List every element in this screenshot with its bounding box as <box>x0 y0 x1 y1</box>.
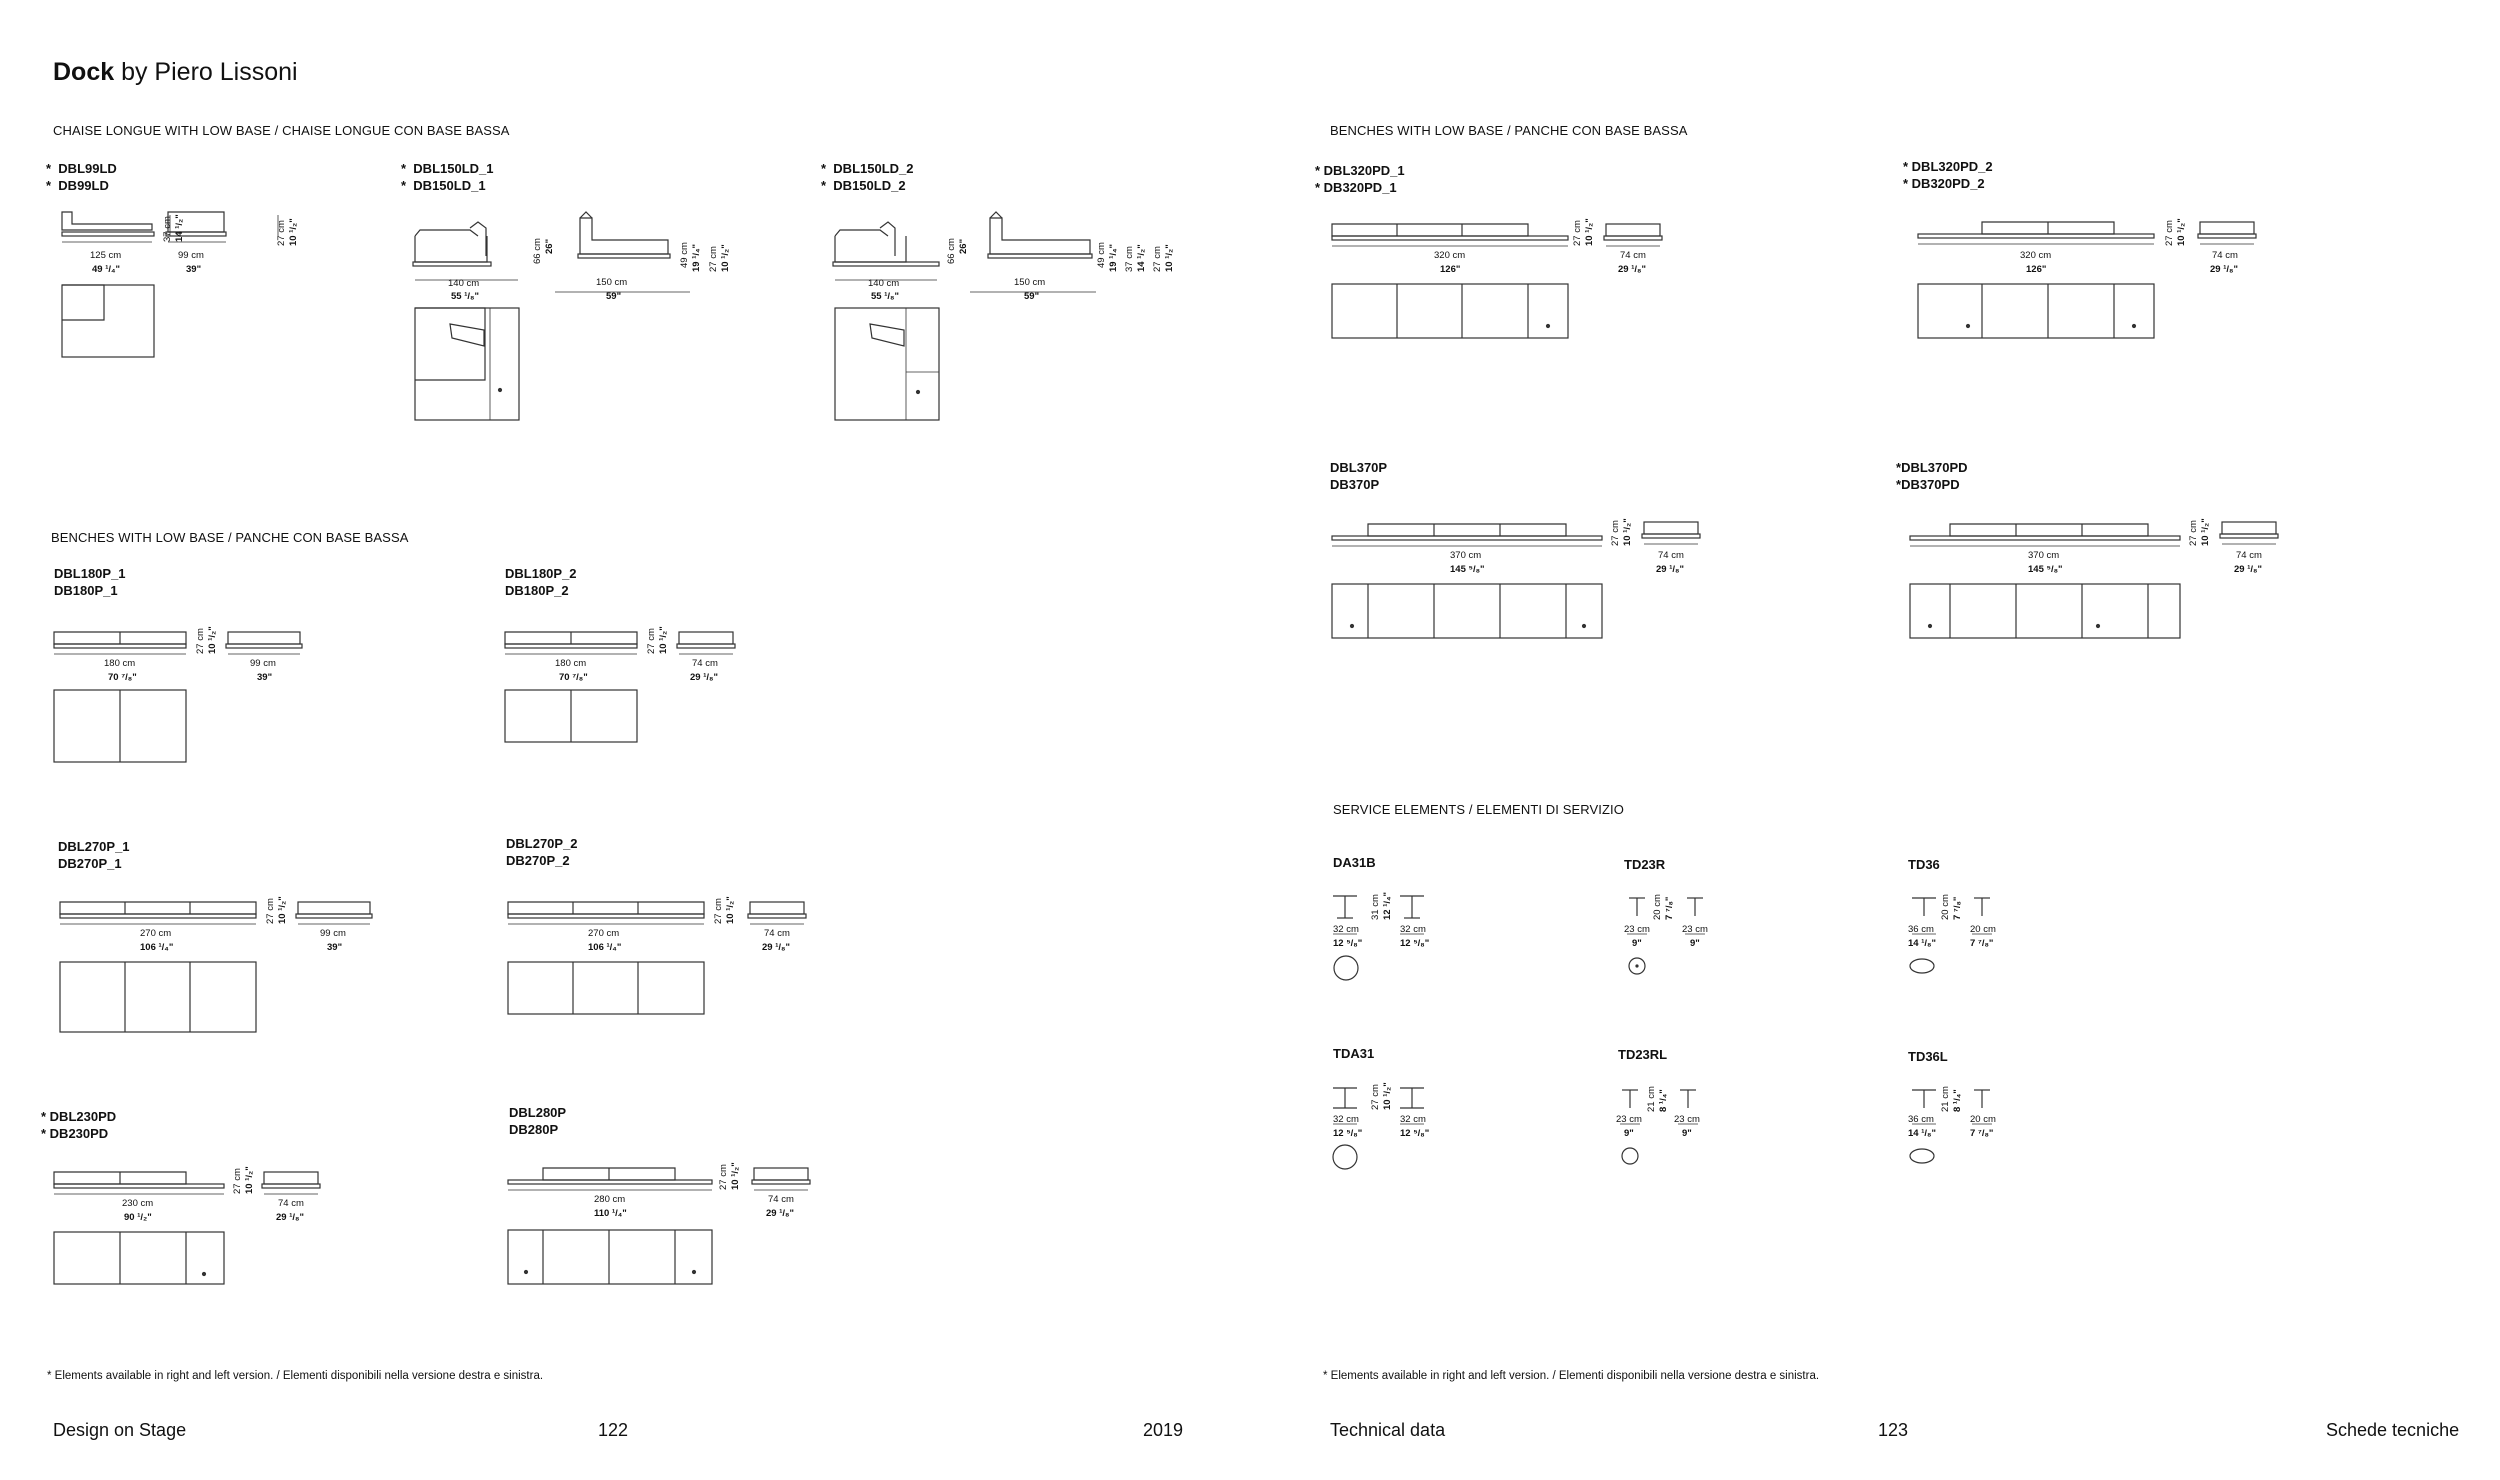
drawing-dbl280p <box>508 1168 810 1284</box>
item-td23r: TD23R <box>1624 857 1666 872</box>
dim-w74-h: 74 cm <box>2236 550 2262 561</box>
drawing-dbl270p-1 <box>60 902 372 1032</box>
item-td36l: TD36L <box>1908 1049 1948 1064</box>
dim-w23in-d: 9" <box>1682 1128 1692 1139</box>
dim-w74-a: 74 cm <box>692 658 718 669</box>
dim-w74in-g: 29 ¹/₈" <box>1656 564 1684 575</box>
dim-h27-l: 27 cm <box>1610 520 1621 546</box>
dim-h21-b: 21 cm <box>1940 1086 1951 1112</box>
dim-h27in-c: 10 ¹/₂" <box>1164 244 1175 272</box>
dim-w36in-a: 14 ¹/₈" <box>1908 938 1936 949</box>
drawing-td36l <box>1910 1090 1992 1163</box>
dim-w23in-b: 9" <box>1690 938 1700 949</box>
footer-right-page-number: 123 <box>1878 1420 1909 1440</box>
dim-h27in-b: 10 ¹/₂" <box>720 244 731 272</box>
dim-w23in-c: 9" <box>1624 1128 1634 1139</box>
dim-h21in-b: 8 ¹/₄" <box>1952 1089 1963 1112</box>
dim-w99in: 39" <box>186 264 202 275</box>
dim-w74-b: 74 cm <box>764 928 790 939</box>
dim-h27in-g: 10 ¹/₂" <box>725 896 736 924</box>
dim-w320in-a: 126" <box>1440 264 1461 275</box>
dim-h37in: 14 ¹/₂" <box>174 214 185 242</box>
dim-h27in-f: 10 ¹/₂" <box>277 896 288 924</box>
dim-h27in-i: 10 ¹/₂" <box>730 1162 741 1190</box>
drawing-td36 <box>1910 898 1992 973</box>
dim-h27in-k: 10 ¹/₂" <box>2176 218 2187 246</box>
dim-h49in-b: 19 ¹/₄" <box>1108 243 1119 272</box>
dim-w74in-h: 29 ¹/₈" <box>2234 564 2262 575</box>
footer-left-page-number: 122 <box>598 1420 629 1440</box>
footer-left-year: 2019 <box>1143 1420 1184 1440</box>
dim-w140in-a: 55 ¹/₈" <box>451 291 479 302</box>
dim-w32-d: 32 cm <box>1400 1114 1426 1125</box>
dim-h66in-a: 26" <box>544 238 555 254</box>
dim-w20in-b: 7 ⁷/₈" <box>1970 1128 1994 1139</box>
dim-h49in-a: 19 ¹/₄" <box>691 243 702 272</box>
dim-h27in-n: 10 ¹/₂" <box>1382 1082 1393 1110</box>
footer-right-label: Technical data <box>1330 1420 1446 1440</box>
dim-w23-a: 23 cm <box>1624 924 1650 935</box>
dim-w74in-f: 29 ¹/₈" <box>2210 264 2238 275</box>
dim-h27-a: 27 cm <box>276 220 287 246</box>
dim-h66in-b: 26" <box>958 238 969 254</box>
dim-w74in-b: 29 ¹/₈" <box>762 942 790 953</box>
dim-h37: 37 cm <box>162 216 173 242</box>
section-chaise-longue: CHAISE LONGUE WITH LOW BASE / CHAISE LONGUE CON BASE BASSA <box>53 123 510 138</box>
dim-w270-a: 270 cm <box>140 928 172 939</box>
dim-w270-b: 270 cm <box>588 928 620 939</box>
dim-w150-b: 150 cm <box>1014 277 1046 288</box>
item-dbl320pd-1: * DBL320PD_1 * DB320PD_1 <box>1315 163 1405 195</box>
footnote-right: * Elements available in right and left version. / Elementi disponibili nella versione destra e sinistra. <box>1323 1370 1820 1382</box>
drawing-dbl180p-2 <box>505 632 735 742</box>
dim-w320-a: 320 cm <box>1434 250 1466 261</box>
dim-w125in: 49 ¹/₄" <box>92 264 121 275</box>
dim-w20in-a: 7 ⁷/₈" <box>1970 938 1994 949</box>
dim-w23-d: 23 cm <box>1674 1114 1700 1125</box>
item-dbl180p-1: DBL180P_1 DB180P_1 <box>54 566 126 598</box>
item-dbl370p: DBL370P DB370P <box>1330 460 1388 492</box>
drawing-dbl270p-2 <box>508 902 806 1014</box>
section-service-elements: SERVICE ELEMENTS / ELEMENTI DI SERVIZIO <box>1333 802 1624 817</box>
dim-w20-a: 20 cm <box>1970 924 1996 935</box>
dim-w74-f: 74 cm <box>2212 250 2238 261</box>
dim-w125: 125 cm <box>90 250 122 261</box>
page-title: Dock by Piero Lissoni <box>53 58 298 86</box>
dim-h27in-d: 10 ¹/₂" <box>207 626 218 654</box>
item-dbl370pd: *DBL370PD *DB370PD <box>1896 460 1968 492</box>
dim-w74-c: 74 cm <box>278 1198 304 1209</box>
dim-w32in-c: 12 ⁵/₈" <box>1333 1128 1363 1139</box>
item-dbl99ld: * DBL99LD * DB99LD <box>46 161 117 193</box>
dim-w23-b: 23 cm <box>1682 924 1708 935</box>
dim-h27-n: 27 cm <box>1370 1084 1381 1110</box>
dim-h27-b: 27 cm <box>708 246 719 272</box>
item-dbl150ld-1: * DBL150LD_1 * DB150LD_1 <box>401 161 494 193</box>
dim-w180in-b: 70 ⁷/₈" <box>559 672 588 683</box>
dim-w74-d: 74 cm <box>768 1194 794 1205</box>
dim-w99: 99 cm <box>178 250 204 261</box>
drawing-dbl370pd <box>1910 522 2278 638</box>
dim-h27-c: 27 cm <box>1152 246 1163 272</box>
dim-w270in-a: 106 ¹/₄" <box>140 942 174 953</box>
dim-h21in-a: 8 ¹/₄" <box>1658 1089 1669 1112</box>
dim-w280in: 110 ¹/₄" <box>594 1208 627 1219</box>
item-td36: TD36 <box>1908 857 1940 872</box>
dim-h27-d: 27 cm <box>195 628 206 654</box>
dim-w150in-a: 59" <box>606 291 622 302</box>
dim-h27-f: 27 cm <box>265 898 276 924</box>
item-td23rl: TD23RL <box>1618 1047 1668 1062</box>
dim-w32in-a: 12 ⁵/₈" <box>1333 938 1363 949</box>
dim-h49-b: 49 cm <box>1096 242 1107 268</box>
dim-w32-a: 32 cm <box>1333 924 1359 935</box>
dim-h27-m: 27 cm <box>2188 520 2199 546</box>
dim-w32-b: 32 cm <box>1400 924 1426 935</box>
dim-h27in-h: 10 ¹/₂" <box>244 1166 255 1194</box>
dim-h37-b: 37 cm <box>1124 246 1135 272</box>
dim-h27in-j: 10 ¹/₂" <box>1584 218 1595 246</box>
item-dbl270p-1: DBL270P_1 DB270P_1 <box>58 839 130 871</box>
dim-w370in-b: 145 ⁵/₈" <box>2028 564 2063 575</box>
dim-h20-a: 20 cm <box>1652 894 1663 920</box>
item-dbl280p: DBL280P DB280P <box>509 1105 567 1137</box>
dim-w74in-e: 29 ¹/₈" <box>1618 264 1646 275</box>
dim-w150in-b: 59" <box>1024 291 1040 302</box>
dim-h37in-b: 14 ¹/₂" <box>1136 244 1147 272</box>
dim-w320-b: 320 cm <box>2020 250 2052 261</box>
section-benches-right: BENCHES WITH LOW BASE / PANCHE CON BASE BASSA <box>1330 123 1688 138</box>
dim-w99in-b: 39" <box>257 672 273 683</box>
dim-h27-g: 27 cm <box>713 898 724 924</box>
dim-h27-h: 27 cm <box>232 1168 243 1194</box>
dim-h20in-b: 7 ⁷/₈" <box>1952 896 1963 920</box>
item-da31b: DA31B <box>1333 855 1376 870</box>
dim-w370in-a: 145 ⁵/₈" <box>1450 564 1485 575</box>
dim-h27-i: 27 cm <box>718 1164 729 1190</box>
dim-w140-b: 140 cm <box>868 278 900 289</box>
item-dbl270p-2: DBL270P_2 DB270P_2 <box>506 836 578 868</box>
dim-w230: 230 cm <box>122 1198 154 1209</box>
dim-h20in-a: 7 ⁷/₈" <box>1664 896 1675 920</box>
dim-w32in-d: 12 ⁵/₈" <box>1400 1128 1430 1139</box>
drawing-dbl320pd-2 <box>1918 222 2256 338</box>
dim-w20-b: 20 cm <box>1970 1114 1996 1125</box>
dim-w180in-a: 70 ⁷/₈" <box>108 672 137 683</box>
dim-w74in-a: 29 ¹/₈" <box>690 672 718 683</box>
item-dbl150ld-2: * DBL150LD_2 * DB150LD_2 <box>821 161 914 193</box>
dim-w370-a: 370 cm <box>1450 550 1482 561</box>
dim-w99in-c: 39" <box>327 942 343 953</box>
item-dbl180p-2: DBL180P_2 DB180P_2 <box>505 566 577 598</box>
dim-h27in-l: 10 ¹/₂" <box>1622 518 1633 546</box>
section-benches-left: BENCHES WITH LOW BASE / PANCHE CON BASE BASSA <box>51 530 409 545</box>
dim-w74in-c: 29 ¹/₈" <box>276 1212 304 1223</box>
dim-w180-a: 180 cm <box>104 658 136 669</box>
item-tda31: TDA31 <box>1333 1046 1375 1061</box>
dim-w74-g: 74 cm <box>1658 550 1684 561</box>
drawing-dbl230pd <box>54 1172 320 1284</box>
dim-w270in-b: 106 ¹/₄" <box>588 942 622 953</box>
dim-w370-b: 370 cm <box>2028 550 2060 561</box>
dim-w74in-d: 29 ¹/₈" <box>766 1208 794 1219</box>
dim-w36in-b: 14 ¹/₈" <box>1908 1128 1936 1139</box>
drawing-dbl320pd-1 <box>1332 224 1662 338</box>
dim-w140in-b: 55 ¹/₈" <box>871 291 899 302</box>
dim-h27-k: 27 cm <box>2164 220 2175 246</box>
dim-w32in-b: 12 ⁵/₈" <box>1400 938 1430 949</box>
dim-w36-a: 36 cm <box>1908 924 1934 935</box>
dim-w180-b: 180 cm <box>555 658 587 669</box>
dim-w74-e: 74 cm <box>1620 250 1646 261</box>
dim-h49-a: 49 cm <box>679 242 690 268</box>
footnote-left: * Elements available in right and left version. / Elementi disponibili nella versione destra e sinistra. <box>47 1370 544 1382</box>
dim-w320in-b: 126" <box>2026 264 2047 275</box>
footer-left-label: Design on Stage <box>53 1420 187 1440</box>
drawing-dbl370p <box>1332 522 1700 638</box>
dim-w36-b: 36 cm <box>1908 1114 1934 1125</box>
dim-w150-a: 150 cm <box>596 277 628 288</box>
dim-w32-c: 32 cm <box>1333 1114 1359 1125</box>
dim-w230in: 90 ¹/₂" <box>124 1212 152 1223</box>
dim-h27in-a: 10 ¹/₂" <box>288 218 299 246</box>
item-dbl230pd: * DBL230PD * DB230PD <box>41 1109 117 1141</box>
dim-h27in-e: 10 ¹/₂" <box>658 626 669 654</box>
dim-w23in-a: 9" <box>1632 938 1642 949</box>
dim-w99-b: 99 cm <box>250 658 276 669</box>
dim-w280: 280 cm <box>594 1194 626 1205</box>
dim-h27-e: 27 cm <box>646 628 657 654</box>
dim-h31in: 12 ¹/₄" <box>1382 891 1393 920</box>
footer-right-label-it: Schede tecniche <box>2326 1420 2460 1440</box>
dim-w140-a: 140 cm <box>448 278 480 289</box>
dim-h27in-m: 10 ¹/₂" <box>2200 518 2211 546</box>
dim-w23-c: 23 cm <box>1616 1114 1642 1125</box>
drawing-dbl180p-1 <box>54 632 302 762</box>
dim-h66-b: 66 cm <box>946 238 957 264</box>
item-dbl320pd-2: * DBL320PD_2 * DB320PD_2 <box>1903 159 1993 191</box>
dim-h21-a: 21 cm <box>1646 1086 1657 1112</box>
dim-h20-b: 20 cm <box>1940 894 1951 920</box>
dim-w99-c: 99 cm <box>320 928 346 939</box>
dim-h66-a: 66 cm <box>532 238 543 264</box>
dim-h31: 31 cm <box>1370 894 1381 920</box>
dim-h27-j: 27 cm <box>1572 220 1583 246</box>
